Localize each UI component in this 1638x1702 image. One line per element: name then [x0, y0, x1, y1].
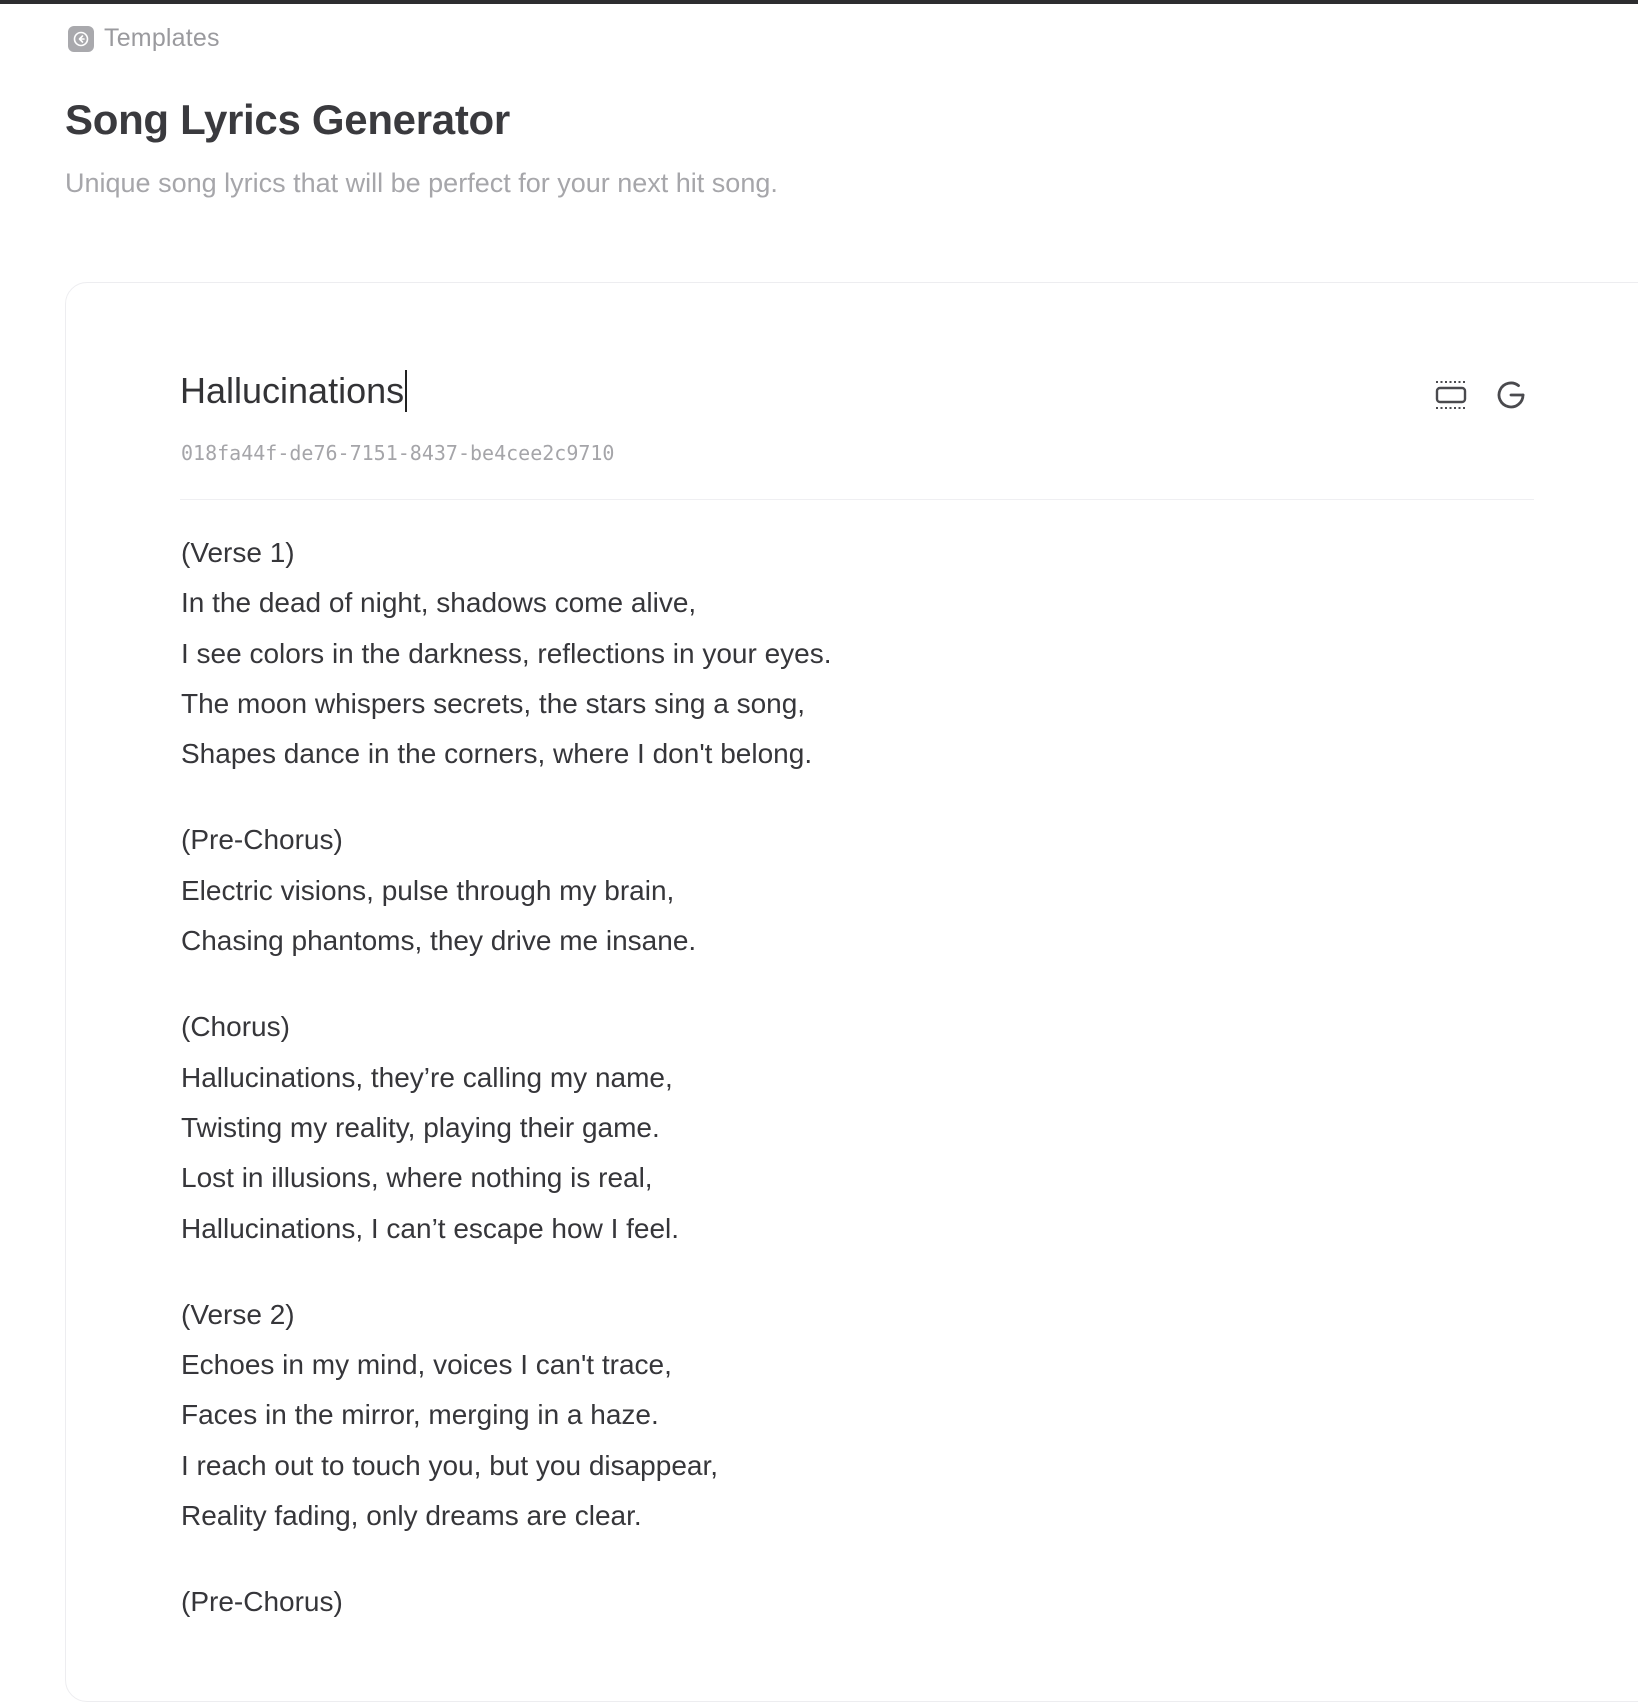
stanza-pre-chorus — [181, 820, 1521, 971]
header-divider — [180, 499, 1534, 500]
lyric-line: (Verse 1) — [181, 537, 295, 568]
lyric-line: (Chorus) — [181, 1011, 290, 1043]
regenerate-button[interactable] — [1492, 378, 1530, 416]
lyric-line: Twisting my reality, playing their game. — [181, 1111, 660, 1143]
lyric-line: Echoes in my mind, voices I can't trace, — [181, 1349, 672, 1381]
page-title: Song Lyrics Generator — [65, 96, 510, 143]
lyric-line: Lost in illusions, where nothing is real, — [181, 1162, 653, 1194]
lyric-line: Reality fading, only dreams are clear. — [181, 1500, 642, 1532]
stanza-verse-2 — [181, 1295, 1521, 1546]
text-caret — [405, 370, 407, 412]
lyric-line: (Pre-Chorus) — [181, 824, 343, 856]
lyric-line: I reach out to touch you, but you disappear, — [181, 1449, 719, 1481]
stanza-pre-chorus-2 — [181, 1582, 1521, 1632]
lyric-line: Faces in the mirror, merging in a haze. — [181, 1399, 659, 1431]
arrow-left-circle-icon — [68, 26, 94, 52]
stanza-verse-1 — [181, 533, 1521, 784]
lyric-line: Hallucinations, they’re calling my name, — [181, 1061, 673, 1093]
lyric-line: (Verse 2) — [181, 1298, 295, 1330]
lyrics-content — [181, 533, 1521, 1669]
document-id: 018fa44f-de76-7151-8437-be4cee2c9710 — [181, 441, 615, 465]
lyric-line: The moon whispers secrets, the stars sing a song, — [181, 687, 806, 719]
lyric-line: In the dead of night, shadows come alive, — [181, 587, 697, 619]
stanza-chorus — [181, 1007, 1521, 1258]
lyric-line: Shapes dance in the corners, where I don't belong. — [181, 738, 813, 770]
expand-view-icon — [1433, 377, 1469, 418]
lyric-line: (Pre-Chorus) — [181, 1586, 343, 1618]
top-border — [0, 0, 1638, 4]
lyric-line: Chasing phantoms, they drive me insane. — [181, 925, 697, 957]
lyric-line: Hallucinations, I can’t escape how I feel. — [181, 1212, 680, 1244]
back-link-label: Templates — [104, 24, 220, 52]
page-subtitle: Unique song lyrics that will be perfect for your next hit song. — [65, 168, 778, 198]
lyric-line: I see colors in the darkness, reflections in your eyes. — [181, 637, 832, 669]
regenerate-icon — [1493, 377, 1529, 418]
lyric-line: Electric visions, pulse through my brain, — [181, 874, 675, 906]
expand-view-button[interactable] — [1432, 378, 1470, 416]
back-to-templates-link[interactable] — [68, 24, 220, 53]
document-title-text: Hallucinations — [180, 370, 405, 411]
document-actions — [1432, 378, 1530, 416]
document-title-input[interactable] — [180, 370, 407, 412]
